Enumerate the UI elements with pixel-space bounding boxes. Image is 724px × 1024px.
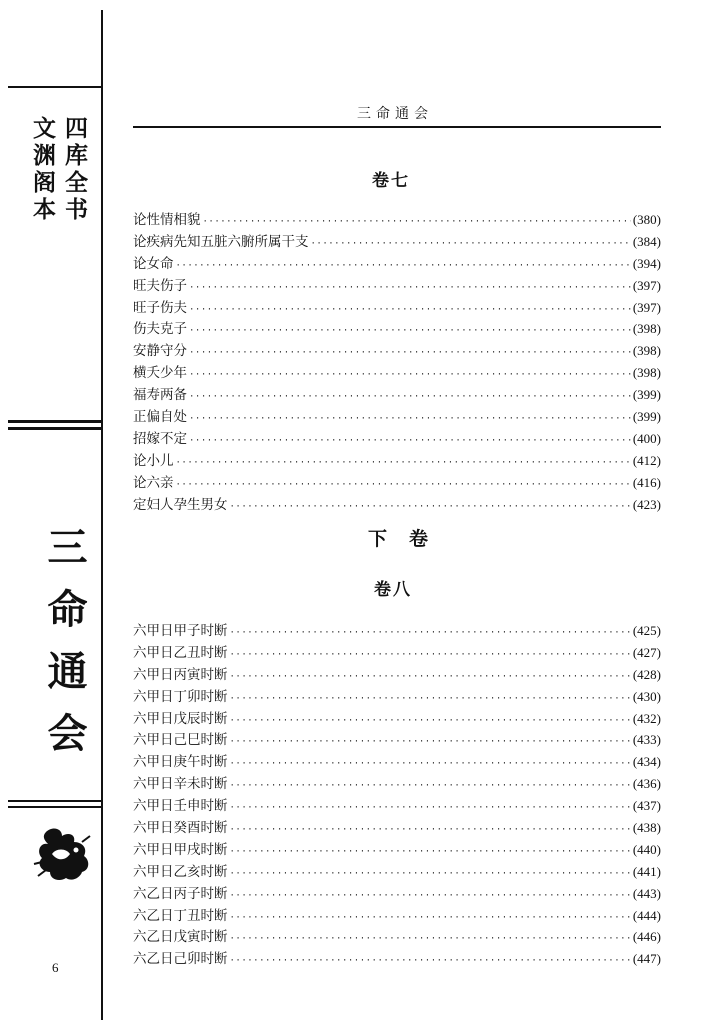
- toc-entry[interactable]: [133, 861, 661, 883]
- toc-entry-title: 六甲日壬申时断: [133, 798, 228, 815]
- toc-entry[interactable]: [133, 926, 661, 948]
- header-rule: [133, 126, 661, 128]
- spine-top-rule: [8, 86, 102, 88]
- toc-entry-title: 六乙日戊寅时断: [133, 929, 228, 946]
- dot-leader: [230, 667, 631, 689]
- toc-entry[interactable]: [133, 209, 661, 231]
- dot-leader: [189, 300, 631, 322]
- dot-leader: [230, 689, 631, 711]
- toc-entry[interactable]: [133, 472, 661, 494]
- toc-entry[interactable]: [133, 494, 661, 516]
- dot-leader: [189, 278, 631, 300]
- toc-entry-page: (427): [632, 644, 661, 660]
- toc-entry-page: (428): [632, 666, 661, 682]
- spine-book-title: 三命通会: [41, 526, 88, 774]
- toc-entry[interactable]: [133, 362, 661, 384]
- toc-entry[interactable]: [133, 883, 661, 905]
- toc-entry[interactable]: [133, 275, 661, 297]
- toc-entry-page: (446): [632, 929, 661, 945]
- toc-entry-page: (440): [632, 841, 661, 857]
- toc-entry-page: (433): [632, 732, 661, 748]
- toc-entry-title: 安静守分: [133, 343, 187, 360]
- toc-entry-title: 旺夫伤子: [133, 277, 187, 294]
- toc-entry-title: 横夭少年: [133, 365, 187, 382]
- toc-entry[interactable]: [133, 905, 661, 927]
- dot-leader: [230, 951, 631, 973]
- toc-entry-title: 论小儿: [133, 452, 174, 469]
- toc-entry-page: (444): [632, 907, 661, 923]
- toc-entry[interactable]: [133, 384, 661, 406]
- toc-entry-title: 论性情相貌: [133, 212, 201, 228]
- toc-entry-page: (447): [632, 951, 661, 967]
- toc-entry-page: (398): [632, 321, 661, 337]
- dot-leader: [230, 645, 631, 667]
- spine-lower-rule: [8, 800, 102, 802]
- toc-entry-title: 六甲日癸酉时断: [133, 820, 228, 837]
- spine-divider-line: [101, 10, 103, 1020]
- dot-leader: [176, 475, 631, 497]
- toc-entry[interactable]: [133, 686, 661, 708]
- toc-entry-page: (400): [632, 430, 661, 446]
- toc-entry[interactable]: [133, 729, 661, 751]
- toc-entry-title: 六甲日辛未时断: [133, 776, 228, 793]
- toc-entry[interactable]: [133, 253, 661, 275]
- toc-entry-title: 六甲日己巳时断: [133, 732, 228, 749]
- toc-entry-title: 六乙日丁丑时断: [133, 907, 228, 924]
- spine-mid-rule: [8, 420, 102, 423]
- toc-entry-title: 福寿两备: [133, 387, 187, 404]
- volume-7-heading: 卷七: [372, 171, 410, 191]
- dot-leader: [189, 409, 631, 431]
- toc-entry[interactable]: [133, 340, 661, 362]
- spine-mid-rule-2: [8, 427, 102, 430]
- toc-entry-page: (425): [632, 623, 661, 638]
- dot-leader: [230, 820, 631, 842]
- toc-entry-page: (436): [632, 776, 661, 792]
- toc-entry[interactable]: [133, 664, 661, 686]
- dot-leader: [230, 886, 631, 908]
- series-line-2: 文渊阁本: [29, 116, 56, 224]
- toc-entry-page: (399): [632, 387, 661, 403]
- toc-entry[interactable]: [133, 620, 661, 642]
- toc-entry-page: (438): [632, 820, 661, 836]
- dot-leader: [230, 842, 631, 864]
- toc-entry-title: 六乙日丙子时断: [133, 885, 228, 902]
- spine-panel: [0, 0, 104, 1024]
- toc-entry-page: (441): [632, 863, 661, 879]
- toc-entry-title: 六乙日己卯时断: [133, 951, 228, 968]
- series-line-1: 四库全书: [61, 116, 88, 224]
- toc-entry-page: (384): [632, 233, 661, 249]
- dot-leader: [230, 776, 631, 798]
- toc-entry-page: (434): [632, 754, 661, 770]
- toc-entry-title: 六甲日甲戌时断: [133, 841, 228, 858]
- volume-8-toc: [133, 620, 661, 970]
- toc-entry-title: 论女命: [133, 255, 174, 272]
- dot-leader: [230, 754, 631, 776]
- toc-entry-page: (398): [632, 365, 661, 381]
- toc-entry-title: 六甲日甲子时断: [133, 623, 228, 639]
- dot-leader: [230, 908, 631, 930]
- toc-entry-page: (399): [632, 409, 661, 425]
- spine-lower-rule-2: [8, 806, 102, 808]
- dot-leader: [230, 711, 631, 733]
- running-title: 三命通会: [357, 106, 433, 122]
- toc-entry[interactable]: [133, 231, 661, 253]
- toc-entry-title: 论疾病先知五脏六腑所属干支: [133, 233, 309, 250]
- toc-entry[interactable]: [133, 817, 661, 839]
- toc-entry-title: 六甲日丙寅时断: [133, 666, 228, 683]
- volume-7-toc: [133, 209, 661, 515]
- toc-entry-title: 正偏自处: [133, 409, 187, 426]
- toc-entry[interactable]: [133, 795, 661, 817]
- toc-entry[interactable]: [133, 708, 661, 730]
- toc-entry[interactable]: [133, 773, 661, 795]
- dot-leader: [230, 798, 631, 820]
- toc-entry-page: (397): [632, 299, 661, 315]
- toc-entry-page: (437): [632, 798, 661, 814]
- dragon-emblem-icon: [32, 824, 96, 884]
- toc-entry-page: (398): [632, 343, 661, 359]
- dot-leader: [176, 256, 631, 278]
- toc-entry[interactable]: [133, 751, 661, 773]
- page-number: 6: [52, 960, 59, 975]
- toc-entry-title: 旺子伤夫: [133, 299, 187, 316]
- dot-leader: [189, 321, 631, 343]
- series-title-block: [30, 116, 88, 386]
- dot-leader: [189, 387, 631, 409]
- toc-entry[interactable]: [133, 406, 661, 428]
- toc-entry[interactable]: [133, 428, 661, 450]
- toc-entry-page: (432): [632, 710, 661, 726]
- dot-leader: [230, 864, 631, 886]
- toc-entry-page: (394): [632, 255, 661, 271]
- volume-8-heading: 卷八: [374, 580, 412, 600]
- toc-entry-title: 定妇人孕生男女: [133, 496, 228, 513]
- toc-entry-title: 六甲日丁卯时断: [133, 688, 228, 705]
- toc-entry[interactable]: [133, 318, 661, 340]
- toc-entry-page: (423): [632, 496, 661, 512]
- toc-entry[interactable]: [133, 450, 661, 472]
- dot-leader: [230, 929, 631, 951]
- toc-entry[interactable]: [133, 948, 661, 970]
- dot-leader: [230, 623, 631, 645]
- lower-volume-heading: 下卷: [368, 528, 451, 550]
- toc-entry-title: 六甲日庚午时断: [133, 754, 228, 771]
- toc-entry-page: (397): [632, 277, 661, 293]
- toc-entry-title: 伤夫克子: [133, 321, 187, 338]
- dot-leader: [203, 212, 631, 234]
- toc-entry-title: 六甲日乙亥时断: [133, 863, 228, 880]
- dot-leader: [189, 365, 631, 387]
- toc-entry-title: 论六亲: [133, 474, 174, 491]
- toc-entry-title: 招嫁不定: [133, 430, 187, 447]
- toc-entry[interactable]: [133, 642, 661, 664]
- toc-entry-page: (380): [632, 212, 661, 227]
- dot-leader: [189, 431, 631, 453]
- toc-entry-title: 六甲日乙丑时断: [133, 644, 228, 661]
- toc-entry[interactable]: [133, 297, 661, 319]
- toc-entry-page: (443): [632, 885, 661, 901]
- toc-entry[interactable]: [133, 839, 661, 861]
- toc-entry-page: (416): [632, 474, 661, 490]
- toc-entry-page: (412): [632, 452, 661, 468]
- dot-leader: [230, 732, 631, 754]
- toc-entry-page: (430): [632, 688, 661, 704]
- dot-leader: [230, 497, 631, 519]
- dot-leader: [176, 453, 631, 475]
- dot-leader: [189, 343, 631, 365]
- toc-entry-title: 六甲日戊辰时断: [133, 710, 228, 727]
- dot-leader: [311, 234, 631, 256]
